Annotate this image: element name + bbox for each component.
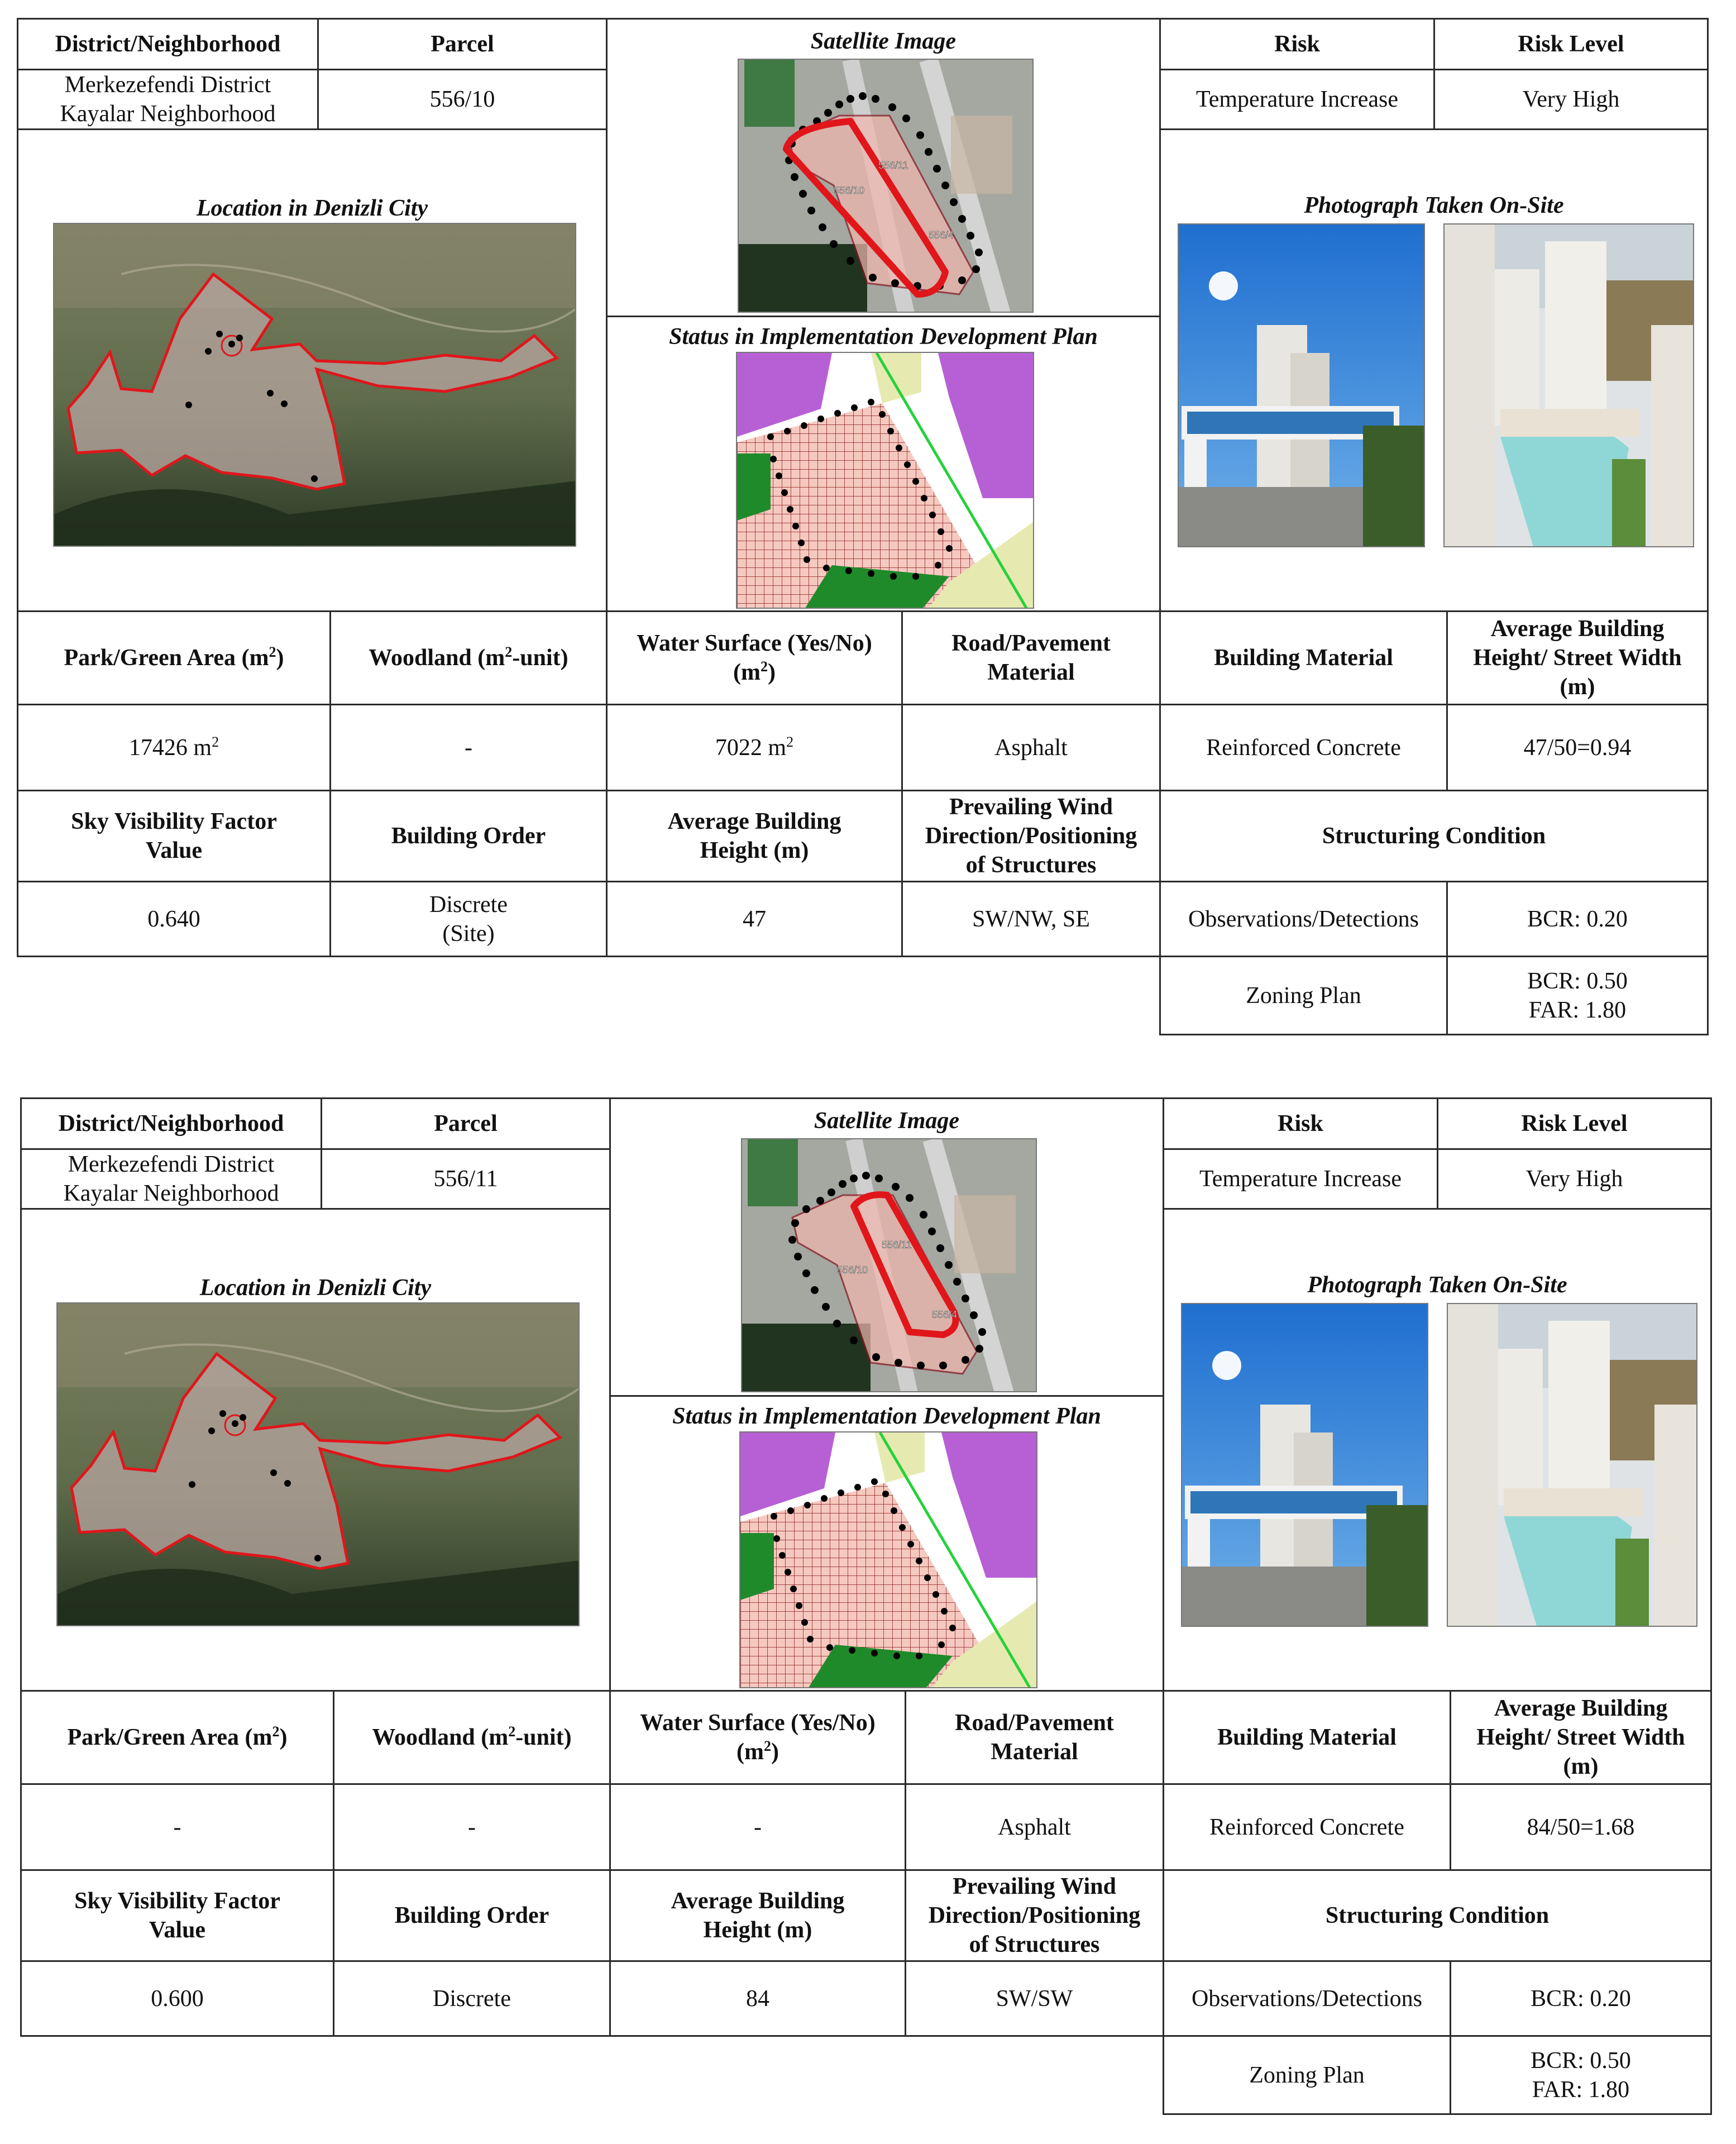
- observations-bcr-value: BCR: 0.20: [1527, 906, 1628, 932]
- sky-visibility-header: [17, 790, 331, 882]
- building-order-line1: Discrete: [433, 1985, 511, 2012]
- svf-header-line2: Value: [149, 1917, 206, 1943]
- risk-header-label: Risk: [1278, 1111, 1323, 1137]
- plan-cell: [606, 316, 1161, 612]
- park-area-header: [17, 610, 331, 705]
- risk-header: [1159, 18, 1435, 70]
- park-area-header-label: Park/Green Area $(m^2)$: [67, 1723, 288, 1750]
- location-caption: Location in Denizli City: [199, 1275, 432, 1301]
- plan-caption: Status in Implementation Development Plan: [669, 324, 1098, 350]
- svf-value-text: 0.600: [151, 1985, 204, 2012]
- woodland-header: [329, 610, 608, 705]
- building-material-value-text: Reinforced Concrete: [1206, 734, 1401, 761]
- zoning-plan-label-cell: [1159, 956, 1448, 1035]
- site-photo-2: [1443, 223, 1694, 547]
- parcel-record-table: [17, 18, 1709, 1035]
- denizli-location-map: [53, 223, 576, 547]
- location-cell: [17, 128, 608, 612]
- building-order-header-label: Building Order: [391, 823, 546, 849]
- risk-level-text: Very High: [1522, 87, 1620, 112]
- district-header: [17, 18, 319, 70]
- building-material-value-text: Reinforced Concrete: [1209, 1814, 1404, 1840]
- satellite-parcel-map-icon: [739, 60, 1034, 313]
- building-order-header: [333, 1869, 611, 1962]
- ratio-value-text: 84/50=1.68: [1527, 1814, 1635, 1840]
- observations-label-cell: [1159, 881, 1448, 957]
- wind-direction-value-text: SW/SW: [996, 1985, 1073, 2012]
- height-street-ratio-value: [1450, 1783, 1712, 1871]
- risk-value: [1163, 1148, 1438, 1210]
- risk-name: Temperature Increase: [1196, 87, 1398, 112]
- svf-value-text: 0.640: [147, 906, 200, 932]
- svf-header-line2: Value: [145, 838, 203, 863]
- wind-header-line1: Prevailing Wind: [949, 794, 1113, 820]
- building-order-line1: Discrete: [429, 891, 508, 918]
- zoning-far-value: FAR: 1.80: [1532, 2076, 1630, 2103]
- zoning-plan-value-cell: [1450, 2035, 1712, 2115]
- ratio-value-text: 47/50=0.94: [1523, 734, 1632, 761]
- sky-visibility-value: [20, 1960, 334, 2037]
- woodland-header: [333, 1690, 611, 1785]
- photo-caption: Photograph Taken On-Site: [1307, 1272, 1567, 1298]
- avg-height-header-line2: Height (m): [700, 838, 809, 863]
- district-header-label: District/Neighborhood: [58, 1111, 284, 1137]
- building-material-value: [1159, 704, 1448, 791]
- city-satellite-map-icon: [54, 224, 576, 547]
- ratio-header-line1: Average Building: [1490, 616, 1665, 642]
- photo-cell: [1163, 1208, 1712, 1692]
- risk-header-label: Risk: [1274, 31, 1320, 57]
- parcel-number: 556/10: [429, 87, 495, 112]
- avg-height-value-text: 84: [746, 1985, 769, 2012]
- satellite-image: [738, 59, 1034, 313]
- sky-visibility-value: [17, 881, 331, 957]
- road-material-header: [901, 610, 1161, 705]
- woodland-value: [329, 704, 608, 791]
- risk-header: [1163, 1097, 1438, 1150]
- zoning-plan-label: Zoning Plan: [1246, 982, 1361, 1009]
- building-order-line2: (Site): [442, 920, 495, 947]
- water-surface-header-line2: $(m^2)$: [733, 658, 776, 685]
- risk-level-header-label: Risk Level: [1518, 31, 1624, 57]
- avg-height-value: [606, 881, 903, 957]
- photo-residential-complex-icon: [1445, 225, 1694, 547]
- height-street-ratio-value: [1446, 704, 1709, 791]
- neighborhood-name: Kayalar Neighborhood: [63, 1181, 279, 1206]
- road-material-value: [905, 1783, 1164, 1871]
- observations-label: Observations/Detections: [1192, 1985, 1422, 2012]
- plan-cell: [609, 1395, 1164, 1692]
- water-surface-value: [606, 704, 903, 791]
- water-surface-value: [609, 1783, 906, 1871]
- woodland-value: [333, 1783, 611, 1871]
- height-street-ratio-header: [1446, 610, 1709, 705]
- building-material-header: [1163, 1690, 1451, 1785]
- wind-header-line2: Direction/Positioning: [928, 1903, 1141, 1928]
- wind-header-line3: of Structures: [969, 1932, 1100, 1957]
- road-material-value-text: Asphalt: [998, 1814, 1071, 1840]
- district-value: [17, 69, 319, 130]
- parcel-record-table: [20, 1097, 1712, 2115]
- site-photo-2: [1447, 1303, 1697, 1627]
- road-material-header: [905, 1690, 1164, 1785]
- avg-height-header-line1: Average Building: [667, 809, 841, 834]
- structuring-condition-label: Structuring Condition: [1325, 1903, 1550, 1928]
- photo-residential-complex-icon: [1448, 1304, 1697, 1627]
- satellite-parcel-map-icon: [742, 1139, 1037, 1392]
- district-name: Merkezefendi District: [64, 72, 271, 98]
- avg-height-header: [609, 1869, 906, 1962]
- avg-height-value-text: 47: [743, 906, 766, 932]
- risk-level-value: [1433, 69, 1709, 130]
- parcel-header-label: Parcel: [434, 1111, 498, 1137]
- ratio-header-line3: (m): [1560, 674, 1595, 700]
- denizli-location-map: [56, 1302, 580, 1626]
- water-surface-header: [606, 610, 903, 705]
- location-cell: [20, 1208, 611, 1692]
- structuring-condition-label: Structuring Condition: [1322, 823, 1546, 849]
- district-header: [20, 1097, 322, 1150]
- zoning-plan-icon: [740, 1432, 1037, 1688]
- risk-level-text: Very High: [1525, 1166, 1623, 1192]
- building-material-header-label: Building Material: [1214, 645, 1393, 671]
- location-caption: Location in Denizli City: [196, 195, 428, 221]
- water-surface-header-line1: Water Surface (Yes/No): [640, 1710, 876, 1736]
- ratio-header-line1: Average Building: [1494, 1696, 1668, 1721]
- ratio-header-line3: (m): [1563, 1754, 1599, 1779]
- water-surface-header-line1: Water Surface (Yes/No): [637, 631, 872, 656]
- woodland-value-text: -: [468, 1814, 476, 1840]
- sky-visibility-header: [20, 1869, 334, 1962]
- svf-header-line1: Sky Visibility Factor: [74, 1888, 280, 1914]
- building-order-header: [329, 790, 608, 882]
- avg-height-header-line1: Average Building: [671, 1888, 845, 1914]
- avg-height-header: [606, 790, 903, 882]
- zoning-plan-icon: [737, 353, 1034, 609]
- district-header-label: District/Neighborhood: [55, 31, 281, 57]
- observations-value-cell: [1446, 881, 1709, 957]
- avg-height-value: [609, 1960, 906, 2037]
- satellite-image: [741, 1138, 1037, 1392]
- water-surface-value-text: 7022 $m^2$: [715, 733, 794, 761]
- plan-caption: Status in Implementation Development Plan: [672, 1403, 1101, 1429]
- observations-label: Observations/Detections: [1188, 906, 1419, 932]
- wind-direction-header: [901, 790, 1161, 882]
- water-surface-header: [609, 1690, 906, 1785]
- neighborhood-name: Kayalar Neighborhood: [60, 101, 276, 127]
- structuring-condition-header: [1159, 790, 1709, 882]
- ratio-header-line2: Height/ Street Width: [1476, 1725, 1685, 1750]
- road-material-value: [901, 704, 1161, 791]
- road-material-header-line1: Road/Pavement: [951, 631, 1111, 656]
- photo-cell: [1159, 128, 1709, 612]
- zoning-far-value: FAR: 1.80: [1528, 997, 1627, 1023]
- parcel-label-10: 556/10: [837, 1264, 868, 1276]
- observations-value-cell: [1450, 1960, 1712, 2037]
- road-material-header-line1: Road/Pavement: [955, 1710, 1114, 1736]
- parcel-value: [317, 69, 608, 130]
- satellite-cell: [609, 1097, 1164, 1397]
- development-plan-map: [739, 1431, 1037, 1688]
- parcel-header: [321, 1097, 611, 1150]
- park-area-value: [17, 704, 331, 791]
- district-name: Merkezefendi District: [68, 1152, 275, 1177]
- zoning-bcr-value: BCR: 0.50: [1527, 968, 1628, 994]
- photo-building-entrance-icon: [1179, 225, 1425, 547]
- risk-level-header: [1433, 18, 1709, 70]
- parcel-header: [317, 18, 608, 70]
- development-plan-map: [736, 352, 1034, 609]
- road-material-value-text: Asphalt: [994, 734, 1068, 761]
- building-material-header-label: Building Material: [1217, 1725, 1397, 1750]
- parcel-header-label: Parcel: [431, 31, 494, 57]
- parcel-label-10: 556/10: [834, 185, 865, 196]
- zoning-plan-label: Zoning Plan: [1249, 2062, 1365, 2088]
- city-satellite-map-icon: [58, 1303, 580, 1626]
- woodland-value-text: -: [465, 734, 472, 761]
- woodland-header-label: Woodland $(m^2-unit)$: [372, 1723, 572, 1750]
- height-street-ratio-header: [1450, 1690, 1712, 1785]
- building-material-value: [1163, 1783, 1451, 1871]
- wind-direction-header: [905, 1869, 1164, 1962]
- building-order-value: [329, 881, 608, 957]
- district-value: [20, 1148, 322, 1210]
- observations-label-cell: [1163, 1960, 1451, 2037]
- wind-header-line1: Prevailing Wind: [953, 1874, 1116, 1899]
- parcel-number: 556/11: [433, 1166, 498, 1192]
- avg-height-header-line2: Height (m): [703, 1917, 812, 1943]
- observations-bcr-value: BCR: 0.20: [1531, 1985, 1631, 2012]
- zoning-plan-label-cell: [1163, 2035, 1451, 2115]
- risk-level-header: [1437, 1097, 1712, 1150]
- satellite-caption: Satellite Image: [810, 28, 957, 54]
- svf-header-line1: Sky Visibility Factor: [71, 809, 277, 834]
- building-order-header-label: Building Order: [394, 1903, 549, 1928]
- risk-value: [1159, 69, 1435, 130]
- zoning-bcr-value: BCR: 0.50: [1531, 2047, 1631, 2074]
- park-area-header-label: Park/Green Area $(m^2)$: [64, 644, 284, 671]
- risk-name: Temperature Increase: [1199, 1166, 1402, 1192]
- risk-level-header-label: Risk Level: [1521, 1111, 1628, 1137]
- park-area-header: [20, 1690, 334, 1785]
- parcel-label-11: 556/11: [878, 160, 908, 171]
- park-area-value-text: 17426 $m^2$: [128, 733, 219, 761]
- road-material-header-line2: Material: [991, 1739, 1078, 1765]
- site-photo-1: [1181, 1303, 1428, 1627]
- wind-header-line2: Direction/Positioning: [925, 823, 1137, 849]
- zoning-plan-value-cell: [1446, 956, 1709, 1035]
- satellite-cell: [606, 18, 1161, 317]
- water-surface-header-line2: $(m^2)$: [737, 1738, 779, 1765]
- building-order-value: [333, 1960, 611, 2037]
- ratio-header-line2: Height/ Street Width: [1473, 645, 1682, 671]
- wind-direction-value-text: SW/NW, SE: [972, 906, 1090, 932]
- wind-direction-value: [905, 1960, 1164, 2037]
- parcel-value: [321, 1148, 611, 1210]
- park-area-value-text: -: [173, 1814, 181, 1840]
- parcel-label-11: 556/11: [882, 1239, 912, 1250]
- woodland-header-label: Woodland $(m^2-unit)$: [369, 644, 568, 671]
- parcel-label-4: 556/4: [932, 1309, 958, 1320]
- risk-level-value: [1437, 1148, 1712, 1210]
- park-area-value: [20, 1783, 334, 1871]
- photo-building-entrance-icon: [1182, 1304, 1428, 1627]
- satellite-caption: Satellite Image: [814, 1108, 960, 1134]
- water-surface-value-text: -: [754, 1814, 762, 1840]
- parcel-label-4: 556/4: [929, 230, 954, 241]
- structuring-condition-header: [1163, 1869, 1712, 1962]
- wind-header-line3: of Structures: [965, 852, 1097, 878]
- road-material-header-line2: Material: [987, 660, 1075, 685]
- photo-caption: Photograph Taken On-Site: [1304, 193, 1564, 218]
- wind-direction-value: [901, 881, 1161, 957]
- building-material-header: [1159, 610, 1448, 705]
- site-photo-1: [1178, 223, 1425, 547]
